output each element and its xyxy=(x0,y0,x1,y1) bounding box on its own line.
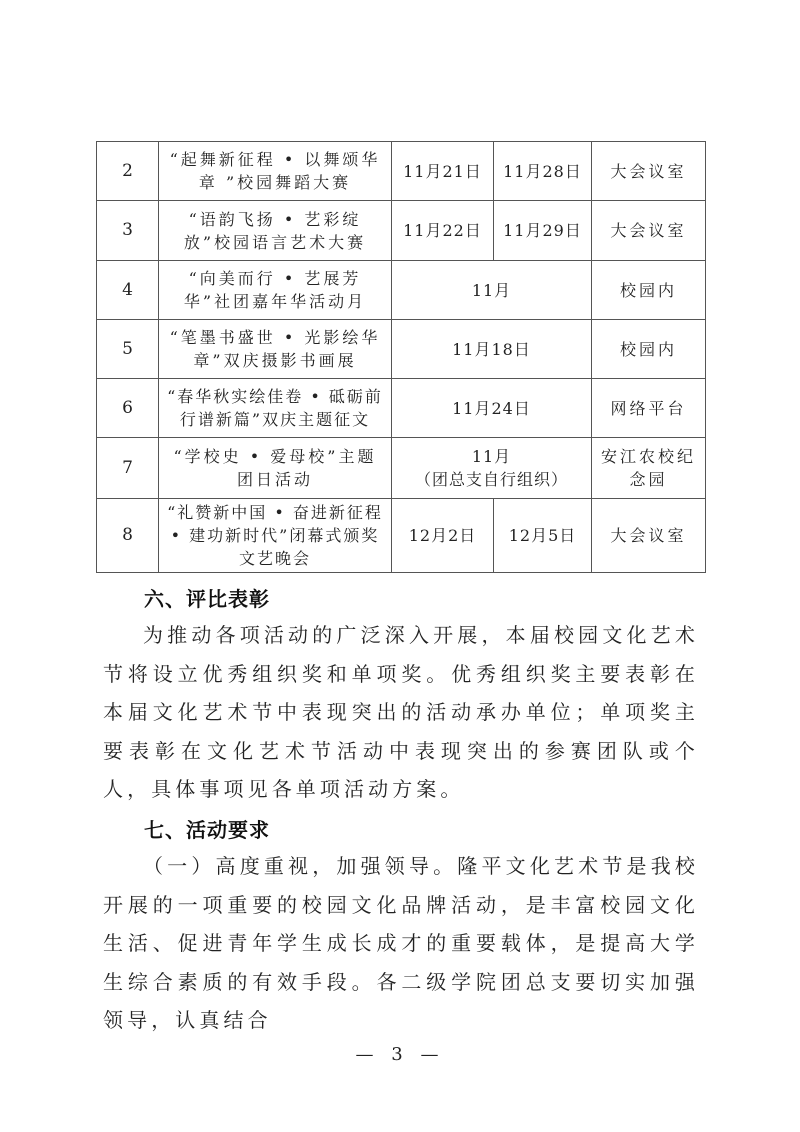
activity-date: 11月18日 xyxy=(392,320,592,379)
activity-date-note: （团总支自行组织） xyxy=(414,470,568,489)
table-row xyxy=(97,379,706,438)
activity-name: “礼赞新中国 • 奋进新征程 • 建功新时代”闭幕式颁奖文艺晚会 xyxy=(159,499,392,573)
activity-location: 校园内 xyxy=(592,320,706,379)
awards-paragraph: 为推动各项活动的广泛深入开展，本届校园文化艺术节将设立优秀组织奖和单项奖。优秀组织奖主要表彰在本届文化艺术节中表现突出的活动承办单位；单项奖主要表彰在文化艺术节活动中表现突出的参赛团队或个人，具体事项见各单项活动方案。 xyxy=(103,623,699,801)
row-number: 8 xyxy=(97,499,159,573)
activity-location: 安江农校纪念园 xyxy=(592,438,706,499)
end-date: 11月29日 xyxy=(494,201,592,261)
row-number: 3 xyxy=(97,201,159,261)
activity-location: 大会议室 xyxy=(592,499,706,573)
section-heading-requirements: 七、活动要求 xyxy=(144,818,270,842)
activity-date: 11月24日 xyxy=(392,379,592,438)
table-row xyxy=(97,261,706,320)
table-row xyxy=(97,438,706,499)
table-row xyxy=(97,499,706,573)
activity-name: “春华秋实绘佳卷 • 砥砺前行谱新篇”双庆主题征文 xyxy=(159,379,392,438)
activity-name: “语韵飞扬 • 艺彩绽放”校园语言艺术大赛 xyxy=(159,201,392,261)
start-date: 12月2日 xyxy=(392,499,494,573)
end-date: 12月5日 xyxy=(494,499,592,573)
table-row xyxy=(97,201,706,261)
row-number: 7 xyxy=(97,438,159,499)
start-date: 11月21日 xyxy=(392,142,494,201)
activity-name: “笔墨书盛世 • 光影绘华章”双庆摄影书画展 xyxy=(159,320,392,379)
activity-name: “起舞新征程 • 以舞颂华章 ”校园舞蹈大赛 xyxy=(159,142,392,201)
requirements-paragraph: （一）高度重视，加强领导。隆平文化艺术节是我校开展的一项重要的校园文化品牌活动，是丰富校园文化生活、促进青年学生成长成才的重要载体，是提高大学生综合素质的有效手段。各二级学院团总支要切实加强领导，认真结合 xyxy=(103,854,699,1032)
row-number: 2 xyxy=(97,142,159,201)
end-date: 11月28日 xyxy=(494,142,592,201)
section-heading-awards: 六、评比表彰 xyxy=(144,587,270,611)
page-number: — 3 — xyxy=(355,1044,445,1065)
activity-location: 校园内 xyxy=(592,261,706,320)
table-row xyxy=(97,142,706,201)
activity-location: 大会议室 xyxy=(592,201,706,261)
activity-date: 11月 xyxy=(471,447,512,466)
activity-schedule-table xyxy=(96,141,706,573)
activity-name: “学校史 • 爱母校”主题团日活动 xyxy=(159,438,392,499)
row-number: 4 xyxy=(97,261,159,320)
activity-date-cell xyxy=(392,438,592,499)
activity-location: 大会议室 xyxy=(592,142,706,201)
table-row xyxy=(97,320,706,379)
activity-date: 11月 xyxy=(392,261,592,320)
row-number: 5 xyxy=(97,320,159,379)
row-number: 6 xyxy=(97,379,159,438)
activity-location: 网络平台 xyxy=(592,379,706,438)
activity-name: “向美而行 • 艺展芳华”社团嘉年华活动月 xyxy=(159,261,392,320)
start-date: 11月22日 xyxy=(392,201,494,261)
